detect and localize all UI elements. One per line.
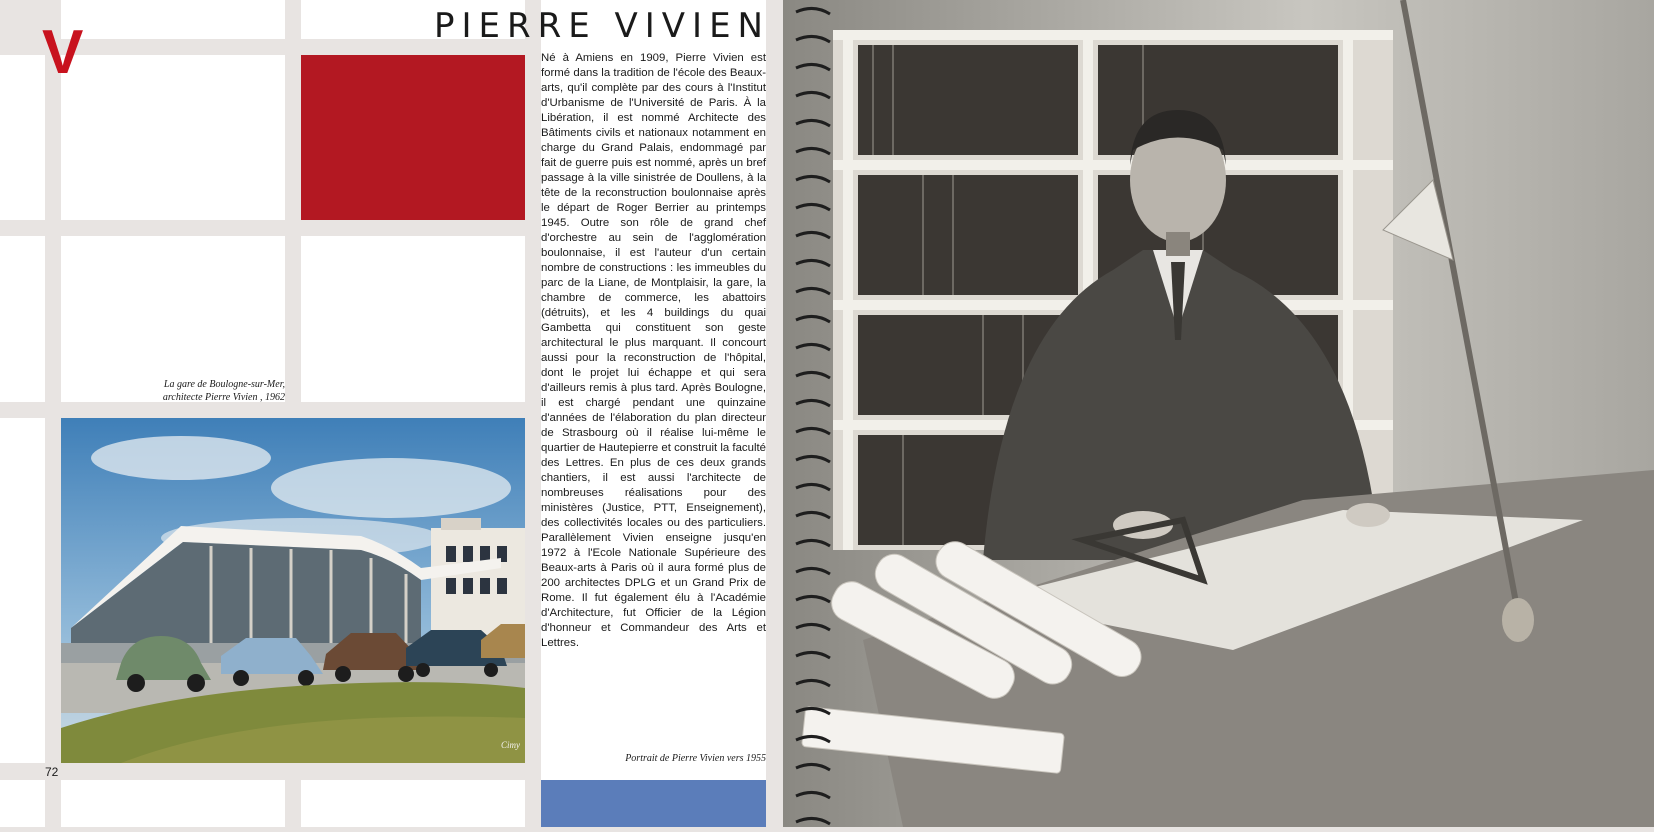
portrait-photo <box>783 0 1654 827</box>
station-photo-caption <box>120 378 285 404</box>
grid-cell <box>61 0 285 39</box>
grid-cell <box>0 55 45 220</box>
left-page <box>0 0 783 827</box>
photo-signature: Cimy <box>501 740 520 750</box>
page-number: 72 <box>45 765 59 779</box>
dropcap-letter: V <box>42 18 84 87</box>
portrait-caption: Portrait de Pierre Vivien vers 1955 <box>625 753 766 764</box>
grid-cell <box>0 780 45 827</box>
red-color-block <box>301 55 525 220</box>
grid-cell <box>61 780 285 827</box>
station-photo <box>61 418 525 763</box>
grid-cell <box>301 780 525 827</box>
station-caption-line-1: La gare de Boulogne-sur-Mer, <box>163 379 285 390</box>
page-title: PIERRE VIVIEN <box>433 6 770 46</box>
grid-cell <box>0 236 45 402</box>
grid-cell <box>0 418 45 763</box>
grid-cell <box>301 236 525 402</box>
blue-color-block <box>541 780 766 827</box>
station-caption-line-2: architecte Pierre Vivien , 1962 <box>162 392 285 403</box>
biography-text: Né à Amiens en 1909, Pierre Vivien est formé dans la tradition de l'école des Beaux-arts, qu'il complète par des cours à l'Institut d'Urbanisme de l'Université de Paris. À la Libération, il est nommé Architecte des Bâtiments civils et nationaux notamment en charge du Grand Palais, endommagé par fait de guerre puis est nommé, après un bref passage à la ville sinistrée de Doullens, à la tête de la reconstruction boulonnaise après le départ de Roger Berrier au printemps 1945. Outre son rôle de grand chef d'orchestre au sein de l'agglomération boulonnaise, il est l'auteur d'un certain nombre de constructions : les immeubles du parc de la Liane, de Montplaisir, la gare, la chambre de commerce, les abattoirs (détruits), et les 4 buildings du quai Gambetta qui constituent son geste architectural le plus marquant. Il concourt aussi pour la reconstruction de l'hôpital, dont le projet lui échappe et qui sera d'ailleurs remis à plus tard. Après Boulogne, il est chargé pendant une quinzaine d'années de l'élaboration du plan directeur de Strasbourg où il réalise lui-même le quartier de Hautepierre et construit la faculté des Lettres. En plus de ces deux grands chantiers, il est aussi l'architecte de nombreuses réalisations pour des ministères (Justice, PTT, Enseignement), des collectivités locales ou des particuliers. Parallèlement Vivien enseigne jusqu'en 1972 à l'Ecole Nationale Supérieure des Beaux-arts à Paris où il aura formé plus de 200 architectes DPLG et un Grand Prix de Rome. Il fut également élu à l'Académie d'Architecture, fut Officier de la Légion d'honneur et Commandeur des Arts et Lettres. <box>541 52 766 649</box>
grid-cell <box>61 55 285 220</box>
spiral-binding <box>790 0 834 827</box>
